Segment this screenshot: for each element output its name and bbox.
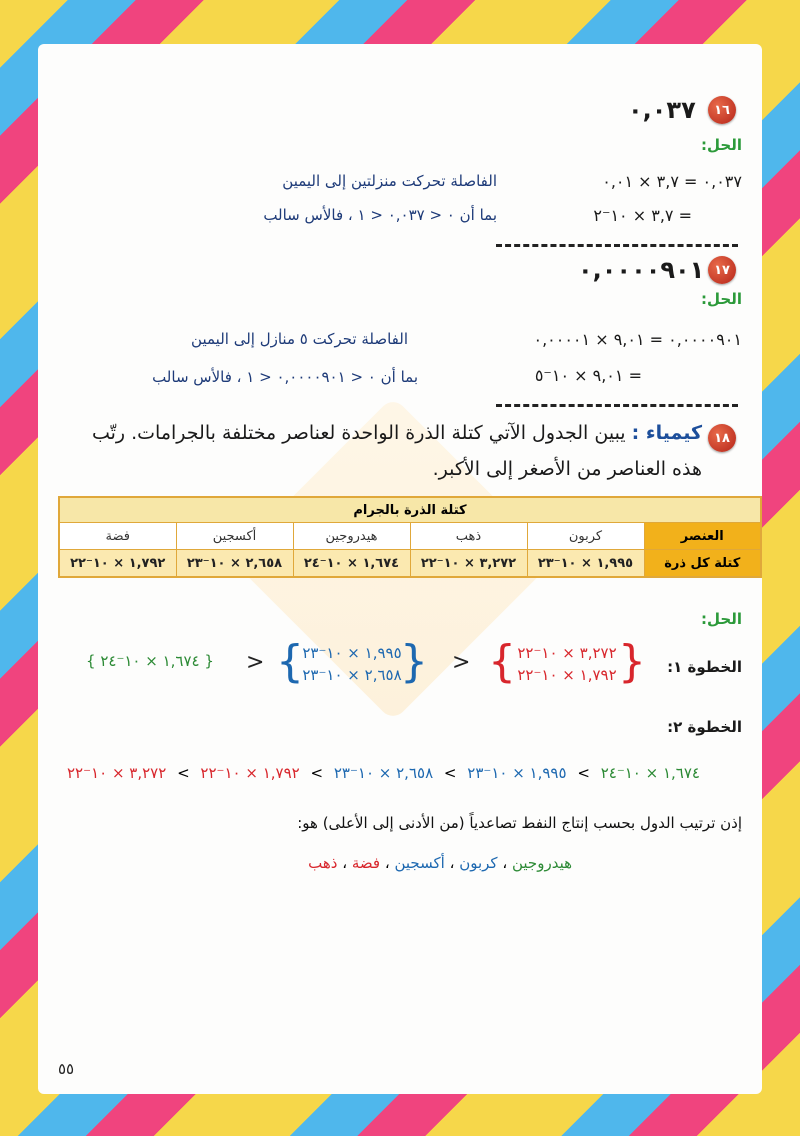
set-red-item: ٣,٢٧٢ × ١٠⁻٢٢ [517, 644, 617, 662]
chain-value: ١,٦٧٤ × ١٠⁻٢٤ [600, 764, 700, 782]
order-separator: ، [502, 854, 508, 872]
set-blue-item: ٢,٦٥٨ × ١٠⁻٢٣ [302, 666, 402, 684]
set-red [488, 636, 646, 687]
table-cell-element: أكسجين [176, 523, 293, 550]
chain-sign: > [310, 764, 324, 782]
atomic-mass-table [58, 496, 762, 578]
set-red-left-brace: { [488, 636, 516, 687]
chain-sign: > [577, 764, 590, 782]
question-17-value: ٠,٠٠٠٠٩٠١ [578, 256, 705, 284]
final-order [308, 854, 572, 872]
question-17-expression-1: ٠,٠٠٠٠٩٠١ = ٩,٠١ × ٠,٠٠٠٠١ [533, 330, 742, 349]
divider-1 [496, 244, 738, 247]
page [38, 44, 762, 1094]
question-17-solution-label: الحل: [701, 290, 742, 308]
question-18-text-2: هذه العناصر من الأصغر إلى الأكبر. [432, 458, 702, 480]
question-18-title: كيمياء : [631, 422, 702, 444]
divider-2 [496, 404, 738, 407]
table-cell-element: ذهب [410, 523, 527, 550]
question-16-badge: ١٦ [708, 96, 736, 124]
question-16-solution-label: الحل: [701, 136, 742, 154]
question-16-expression-2: = ٣,٧ × ١٠⁻٢ [593, 206, 692, 225]
question-17-note-2: بما أن ٠ < ٠,٠٠٠٠٩٠١ < ١ ، فالأس سالب [152, 368, 418, 386]
question-16-value: ٠,٠٣٧ [628, 96, 696, 124]
table-cell-mass: ١,٧٩٢ × ١٠⁻٢٢ [59, 550, 176, 578]
question-16-expression-1: ٠,٠٣٧ = ٣,٧ × ٠,٠١ [602, 172, 742, 191]
set-green-item: ١,٦٧٤ × ١٠⁻٢٤ [100, 652, 200, 670]
question-17-expression-2: = ٩,٠١ × ١٠⁻٥ [534, 366, 642, 385]
table-cell-mass: ٣,٢٧٢ × ١٠⁻٢٢ [410, 550, 527, 578]
table-cell-mass: ١,٩٩٥ × ١٠⁻٢٣ [527, 550, 644, 578]
page-number: ٥٥ [58, 1060, 75, 1078]
order-item: ذهب [308, 854, 338, 872]
table-row-elements [59, 523, 761, 550]
order-item: أكسجين [394, 854, 445, 872]
table-cell-element: كربون [527, 523, 644, 550]
order-separator: ، [384, 854, 390, 872]
chain-sign: > [443, 764, 457, 782]
question-18-badge: ١٨ [708, 424, 736, 452]
table-cell-element: فضة [59, 523, 176, 550]
step-2-label: الخطوة ٢: [667, 718, 742, 736]
chain-value: ٢,٦٥٨ × ١٠⁻٢٣ [333, 764, 434, 782]
table-row-masses [59, 550, 761, 578]
table-cell-mass: ٢,٦٥٨ × ١٠⁻٢٣ [176, 550, 293, 578]
question-17-badge: ١٧ [708, 256, 736, 284]
set-green [86, 652, 214, 670]
conclusion-text: إذن ترتيب الدول بحسب إنتاج النفط تصاعدياً (من الأدنى إلى الأعلى) هو: [297, 814, 742, 832]
question-17-note-1: الفاصلة تحركت ٥ منازل إلى اليمين [191, 330, 408, 348]
table-cell-mass: ١,٦٧٤ × ١٠⁻٢٤ [293, 550, 410, 578]
set-blue [276, 636, 428, 687]
table-row-label-element: العنصر [644, 523, 761, 550]
chain-value: ١,٧٩٢ × ١٠⁻٢٢ [200, 764, 300, 782]
solution-label: الحل: [701, 610, 742, 628]
set-blue-item: ١,٩٩٥ × ١٠⁻٢٣ [302, 644, 402, 662]
question-18-line-1 [92, 422, 702, 444]
chain-sign: > [177, 764, 190, 782]
set-red-item: ١,٧٩٢ × ١٠⁻٢٢ [517, 666, 617, 684]
chain-value: ٣,٢٧٢ × ١٠⁻٢٢ [67, 764, 167, 782]
order-separator: ، [342, 854, 348, 872]
table-cell-element: هيدروجين [293, 523, 410, 550]
table-row-label-mass: كتلة كل ذرة [644, 550, 761, 578]
order-item: فضة [351, 854, 381, 872]
question-16-note-2: بما أن ٠ < ٠,٠٣٧ < ١ ، فالأس سالب [263, 206, 497, 224]
order-item: كربون [459, 854, 498, 872]
compare-sign-1: > [452, 650, 471, 675]
question-18-text-1: يبين الجدول الآتي كتلة الذرة الواحدة لعناصر مختلفة بالجرامات. رتّب [91, 422, 626, 444]
order-item: هيدروجين [511, 854, 572, 872]
table-caption: كتلة الذرة بالجرام [59, 497, 761, 523]
compare-sign-2: > [246, 650, 265, 675]
set-blue-right-brace: } [400, 636, 428, 687]
set-green-right-brace: } [204, 652, 214, 670]
ordering-chain [64, 764, 703, 782]
question-16-note-1: الفاصلة تحركت منزلتين إلى اليمين [282, 172, 497, 190]
set-red-right-brace: } [618, 636, 646, 687]
set-green-left-brace: { [86, 652, 96, 670]
order-separator: ، [449, 854, 455, 872]
step-1-label: الخطوة ١: [667, 658, 742, 676]
chain-value: ١,٩٩٥ × ١٠⁻٢٣ [467, 764, 567, 782]
set-blue-left-brace: { [276, 636, 304, 687]
